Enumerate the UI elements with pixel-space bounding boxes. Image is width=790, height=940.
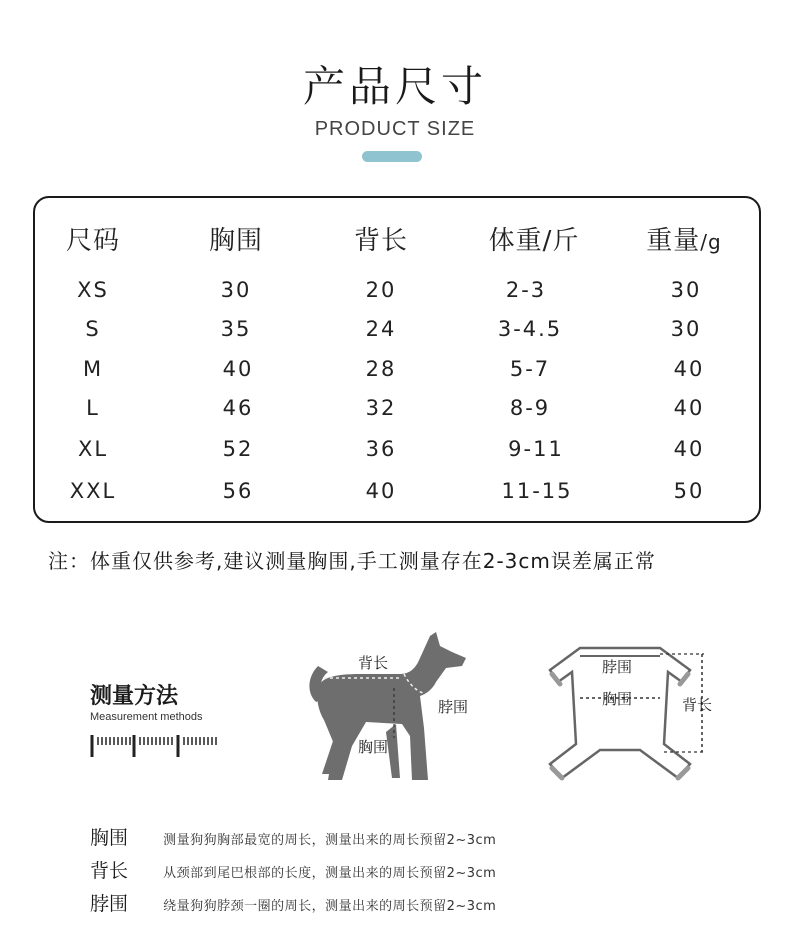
table-cell: 50 [673, 479, 705, 503]
table-cell: 30 [220, 278, 252, 302]
table-cell: 40 [673, 437, 705, 461]
definition-term: 背长 [90, 860, 129, 882]
table-cell: XS [77, 278, 109, 302]
table-cell: XXL [69, 479, 117, 503]
table-cell: 9-11 [508, 437, 564, 461]
dog-label-back: 背长 [358, 654, 389, 672]
garment-measurement-diagram [540, 640, 740, 790]
table-cell: S [85, 317, 101, 341]
table-cell: 36 [365, 437, 397, 461]
table-cell: 8-9 [509, 396, 551, 420]
table-cell: 40 [673, 357, 705, 381]
shirt-label-back: 背长 [682, 696, 713, 714]
shirt-label-neck: 脖围 [602, 658, 633, 676]
method-title: 测量方法 [90, 684, 179, 709]
dog-measurement-diagram [300, 628, 490, 788]
header-back-length: 背长 [353, 226, 409, 256]
dog-label-chest: 胸围 [358, 738, 389, 756]
definition-back [90, 856, 496, 883]
definition-term: 脖围 [90, 893, 129, 915]
size-note: 注：体重仅供参考,建议测量胸围,手工测量存在2-3cm误差属正常 [48, 549, 656, 573]
title-accent-bar [362, 151, 422, 162]
definition-neck [90, 889, 496, 916]
header-size: 尺码 [65, 226, 121, 256]
header-chest: 胸围 [208, 226, 264, 256]
table-cell: 30 [670, 317, 702, 341]
table-cell: 3-4.5 [497, 317, 563, 341]
page-subtitle: PRODUCT SIZE [314, 118, 476, 140]
size-table [33, 196, 761, 523]
table-cell: 11-15 [501, 479, 573, 503]
table-cell: 24 [365, 317, 397, 341]
table-cell: 30 [670, 278, 702, 302]
definition-desc: 绕量狗狗脖颈一圈的周长，测量出来的周长预留2~3cm [163, 899, 497, 914]
table-cell: 32 [365, 396, 397, 420]
table-cell: 40 [673, 396, 705, 420]
table-cell: XL [77, 437, 109, 461]
definition-desc: 测量狗狗胸部最宽的周长，测量出来的周长预留2~3cm [163, 833, 497, 848]
table-cell: 35 [220, 317, 252, 341]
table-cell: 40 [222, 357, 254, 381]
shirt-label-chest: 胸围 [602, 690, 633, 708]
ruler-icon [90, 733, 220, 759]
table-cell: L [86, 396, 100, 420]
header-body-weight: 体重/斤 [488, 226, 580, 256]
table-cell: 40 [365, 479, 397, 503]
header-garment-weight: 重量/g [646, 226, 722, 256]
table-cell: 5-7 [509, 357, 551, 381]
definition-chest [90, 823, 496, 850]
table-cell: 20 [365, 278, 397, 302]
dog-label-neck: 脖围 [438, 698, 469, 716]
table-cell: 2-3 [505, 278, 547, 302]
table-cell: M [82, 357, 104, 381]
table-cell: 28 [365, 357, 397, 381]
table-cell: 46 [222, 396, 254, 420]
method-subtitle: Measurement methods [90, 711, 203, 723]
definition-term: 胸围 [90, 827, 129, 849]
page-title: 产品尺寸 [302, 62, 487, 111]
definition-desc: 从颈部到尾巴根部的长度，测量出来的周长预留2~3cm [163, 866, 497, 881]
table-cell: 52 [222, 437, 254, 461]
table-cell: 56 [222, 479, 254, 503]
